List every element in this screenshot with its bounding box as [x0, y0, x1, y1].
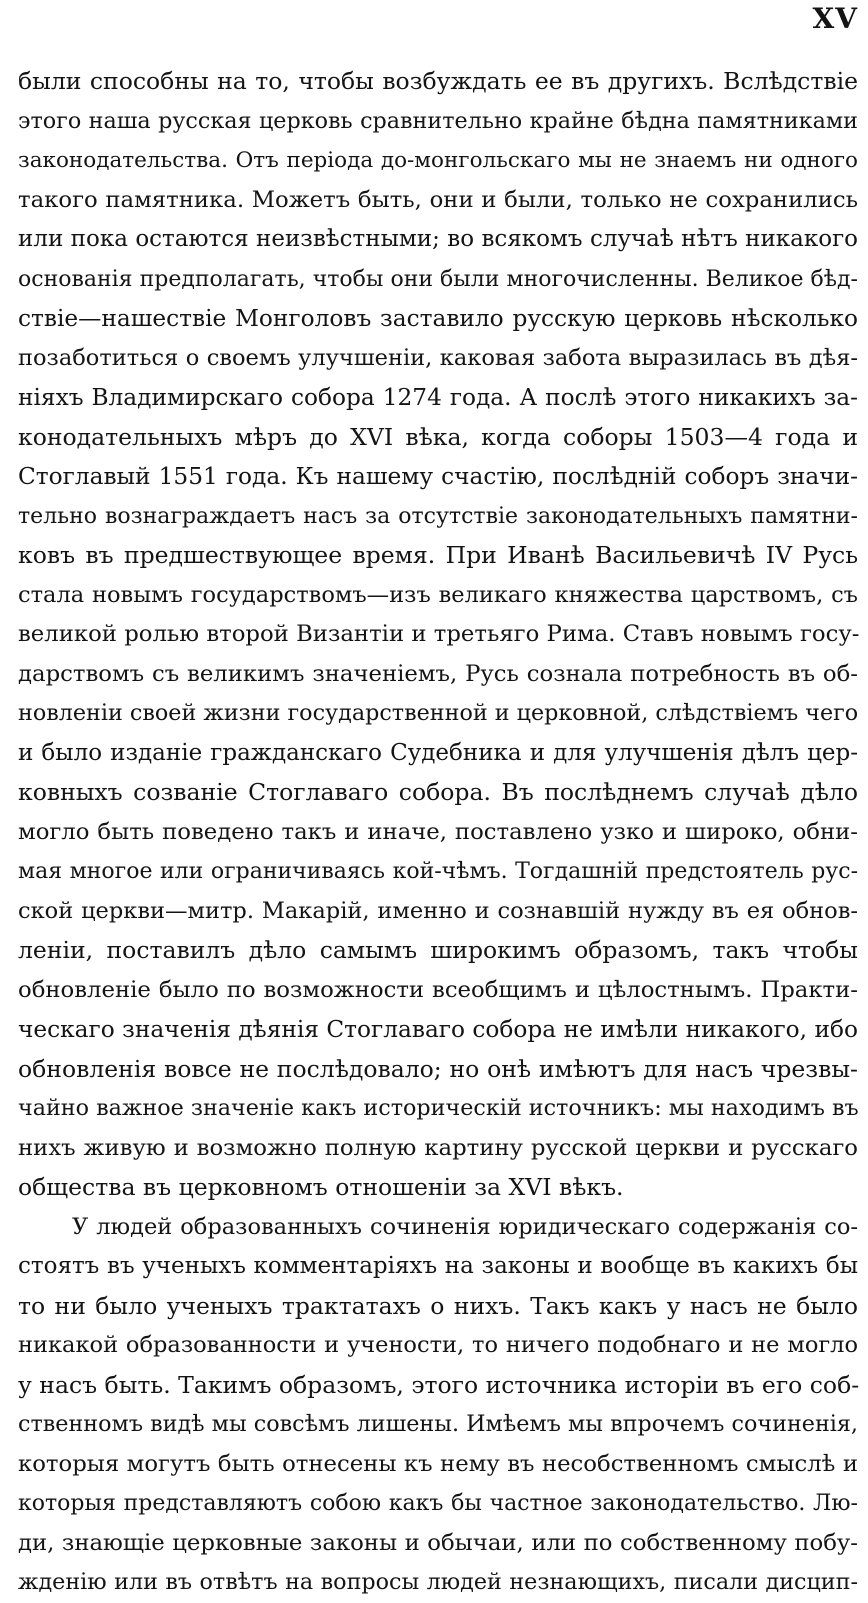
text-line: этого наша русская церковь сравнительно крайне бѣдна памятниками	[18, 107, 858, 134]
text-line: основанія предполагать, чтобы они были многочисленны. Великое бѣд-	[18, 266, 858, 292]
text-line: были способны на то, чтобы возбуждать ее въ другихъ. Вслѣдствіе	[18, 67, 858, 95]
text-line: общества въ церковномъ отношеніи за XVI вѣкъ.	[18, 1173, 624, 1201]
text-line: леніи, поставилъ дѣло самымъ широкимъ образомъ, такъ чтобы	[18, 936, 858, 964]
text-line: или пока остаются неизвѣстными; во всякомъ случаѣ нѣтъ никакого	[18, 226, 858, 252]
text-line: ніяхъ Владимирскаго собора 1274 года. А послѣ этого никакихъ за-	[18, 384, 858, 411]
text-line: жденію или въ отвѣтъ на вопросы людей незнающихъ, писали дисцип-	[18, 1569, 858, 1595]
text-line: такого памятника. Можетъ быть, они и были, только не сохранились	[18, 186, 858, 213]
text-line: обновленія вовсе не послѣдовало; но онѣ имѣютъ для насъ чрезвы-	[18, 1054, 858, 1083]
text-line: ческаго значенія дѣянія Стоглаваго собора не имѣли никакого, ибо	[18, 1016, 858, 1043]
text-line: ской церкви—митр. Макарій, именно и сознавшій нужду въ ея обнов-	[18, 897, 858, 924]
text-line: новленіи своей жизни государственной и церковной, слѣдствіемъ чего	[18, 700, 859, 726]
text-line: никакой образованности и учености, то ничего подобнаго и не могло	[18, 1332, 858, 1358]
text-line: стала новымъ государствомъ—изъ великаго княжества царствомъ, съ	[18, 581, 858, 608]
text-line: позаботиться о своемъ улучшеніи, каковая забота выразилась въ дѣя-	[18, 344, 858, 371]
text-line: У людей образованныхъ сочиненія юридическаго содержанія со-	[72, 1213, 858, 1240]
text-line: ди, знающіе церковные законы и обычаи, или по собственному побу-	[18, 1529, 858, 1556]
text-line: чайно важное значеніе какъ историческій источникъ: мы находимъ въ	[18, 1095, 859, 1121]
text-line: которыя представляютъ собою какъ бы частное законодательство. Лю-	[18, 1491, 858, 1516]
text-line: дарствомъ съ великимъ значеніемъ, Русь сознала потребность въ об-	[18, 660, 858, 687]
text-line: ковныхъ созваніе Стоглаваго собора. Въ послѣднемъ случаѣ дѣло	[18, 778, 858, 806]
text-line: тельно вознаграждаетъ насъ за отсутствіе законодательныхъ памятни-	[18, 503, 858, 529]
paragraph-2	[18, 1208, 858, 1603]
text-line: нихъ живую и возможно полную картину русской церкви и русскаго	[18, 1134, 858, 1161]
text-line: великой ролью второй Византіи и третьяго Рима. Ставъ новымъ госу-	[18, 621, 860, 647]
paragraph-1	[18, 62, 858, 1208]
text-line: могло быть поведено такъ и иначе, поставлено узко и широко, обни-	[18, 818, 858, 845]
text-line: у насъ быть. Такимъ образомъ, этого источника исторіи въ его соб-	[18, 1370, 860, 1399]
text-line: ственномъ видѣ мы совсѣмъ лишены. Имѣемъ мы впрочемъ сочиненія,	[18, 1411, 858, 1437]
text-line: мая многое или ограничиваясь кой-чѣмъ. Тогдашній предстоятель рус-	[18, 859, 858, 884]
text-line: и было изданіе гражданскаго Судебника и для улучшенія дѣлъ цер-	[18, 739, 858, 766]
text-line: обновленіе было по возможности всеобщимъ и цѣлостнымъ. Практи-	[18, 976, 858, 1003]
text-line: конодательныхъ мѣръ до XVI вѣка, когда соборы 1503—4 года и	[18, 422, 858, 451]
text-line: которыя могутъ быть отнесены къ нему въ несобственномъ смыслѣ и	[18, 1450, 858, 1477]
page-number: XV	[812, 2, 858, 35]
text-line: то ни было ученыхъ трактатахъ о нихъ. Такъ какъ у насъ не было	[18, 1291, 858, 1320]
text-line: стоятъ въ ученыхъ комментаріяхъ на законы и вообще въ какихъ бы	[18, 1253, 858, 1279]
text-line: законодательства. Отъ періода до-монгольскаго мы не знаемъ ни одного	[18, 148, 858, 173]
text-line: Стоглавый 1551 года. Къ нашему счастію, послѣдній соборъ значи-	[18, 463, 858, 490]
text-line: ствіе—нашествіе Монголовъ заставило русскую церковь нѣсколько	[18, 305, 858, 332]
text-line: ковъ въ предшествующее время. При Иванѣ Васильевичѣ IV Русь	[18, 541, 858, 569]
text-body	[18, 62, 858, 1603]
